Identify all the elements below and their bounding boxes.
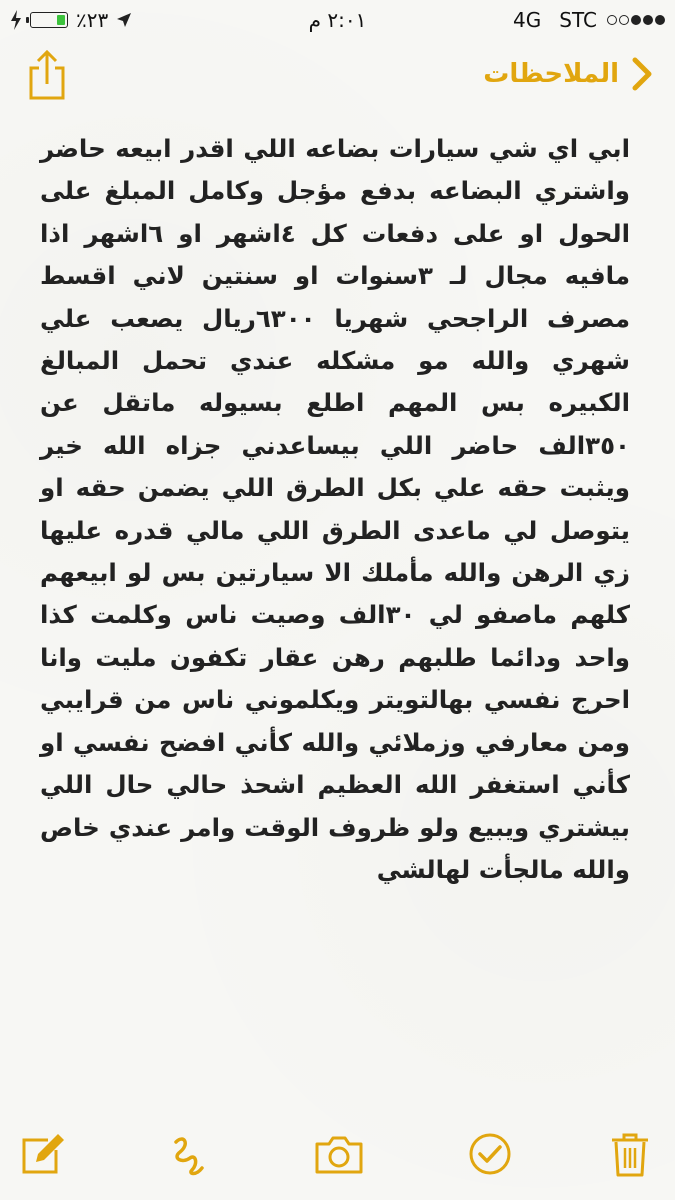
camera-icon [313,1130,365,1178]
back-button[interactable] [483,56,655,92]
share-icon [26,48,68,100]
signal-dot [643,15,653,25]
chevron-left-icon [629,56,655,92]
signal-dot [619,15,629,25]
navigation-bar [0,40,675,110]
share-button[interactable] [26,48,68,100]
checklist-icon [466,1130,514,1178]
signal-dot [631,15,641,25]
status-bar [0,0,675,40]
status-time: ٢:٠١ م [308,8,367,32]
back-label: الملاحظات [483,59,619,89]
compose-button[interactable] [18,1130,66,1178]
signal-dot [655,15,665,25]
signal-dot [607,15,617,25]
sketch-icon [162,1130,210,1178]
checklist-button[interactable] [466,1130,514,1178]
battery-percent: ٪٢٣ [76,8,109,32]
network-type: 4G [513,8,542,32]
status-right [513,8,665,32]
delete-button[interactable] [606,1130,654,1178]
camera-button[interactable] [313,1130,365,1178]
carrier-name: STC [559,8,597,32]
sketch-button[interactable] [162,1130,210,1178]
signal-strength-icon [607,15,665,25]
note-body[interactable]: ابي اي شي سيارات بضاعه اللي اقدر ابيعه حاضر واشتري البضاعه بدفع مؤجل وكامل المبلغ على الحول او على دفعات كل ٤اشهر او ٦اشهر اذا مافيه مجال لـ ٣سنوات او سنتين لاني اقسط مصرف الراجحي شهريا ٦٣٠٠ريال يصعب علي شهري والله مو مشكله عندي تحمل المبالغ الكبيره بس المهم اطلع بسيوله ماتقل عن ٣٥٠الف حاضر اللي بيساعدني جزاه الله خير ويثبت حقه علي بكل الطرق اللي يضمن حقه او يتوصل لي ماعدى الطرق اللي مالي قدره عليها زي الرهن والله مأملك الا سيارتين بس لو ابيعهم كلهم ماصفو لي ٣٠الف وصيت ناس وكلمت كذا واحد ودائما طلبهم رهن عقار تكفون مليت وانا احرج نفسي بهالتويتر ويكلموني ناس من قرايبي ومن معارفي وزملائي والله كأني افضح نفسي او كأني استغفر الله العظيم اشحذ حالي حال اللي بيشتري ويبيع ولو ظروف الوقت وامر عندي خاص والله مالجأت لهالشي [40,134,631,884]
compose-icon [18,1130,66,1178]
bottom-toolbar [0,1100,675,1200]
trash-icon [606,1130,654,1178]
